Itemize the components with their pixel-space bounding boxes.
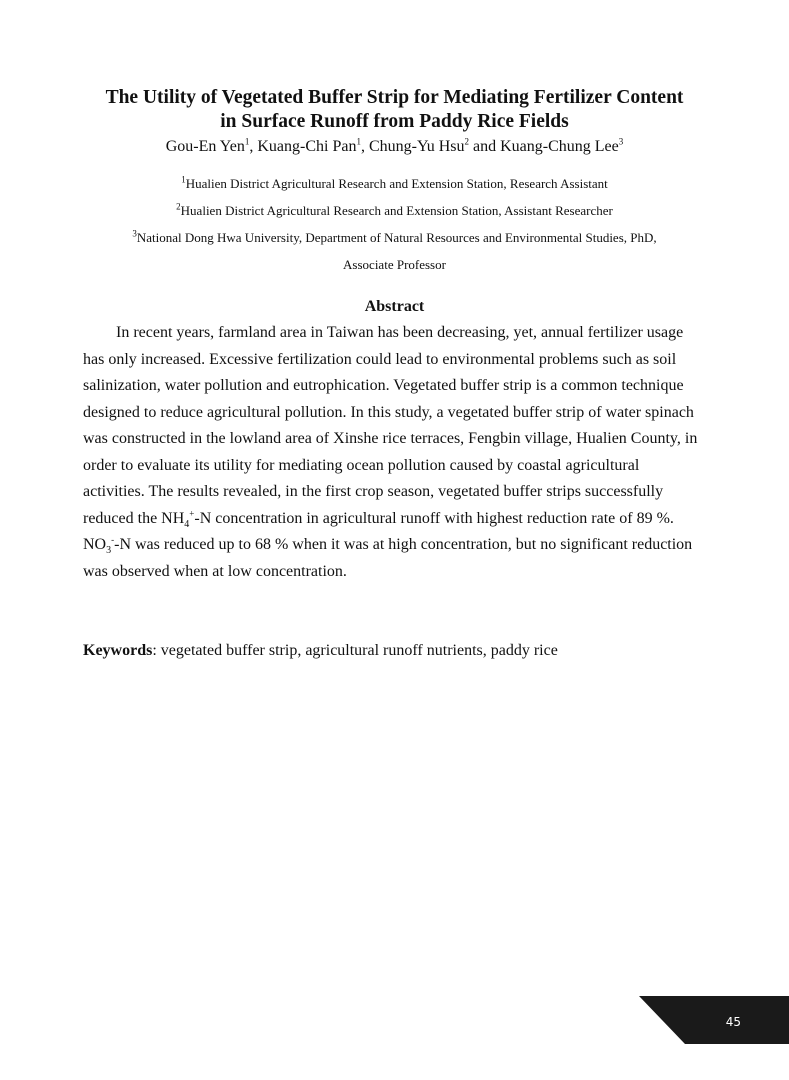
author-conjunction: and xyxy=(469,138,501,155)
affiliation-1 xyxy=(60,170,729,197)
affiliation-text: Hualien District Agricultural Research and Extension Station, Research Assistant xyxy=(185,176,608,191)
author-separator: , xyxy=(360,138,369,155)
affil-mark: 2 xyxy=(176,201,181,212)
page-tab-shape xyxy=(639,996,789,1044)
no3-superscript: - xyxy=(111,534,115,545)
page-number-tab xyxy=(639,996,789,1044)
affiliation-text: Hualien District Agricultural Research and Extension Station, Assistant Researcher xyxy=(180,203,613,218)
abstract-paragraph xyxy=(83,320,703,585)
title-line-2: in Surface Runoff from Paddy Rice Fields xyxy=(220,111,569,132)
author-name: Kuang-Chi Pan xyxy=(257,138,357,155)
affiliation-2 xyxy=(60,197,729,224)
author-affil-mark: 1 xyxy=(244,136,250,147)
author-affil-mark: 1 xyxy=(356,136,361,147)
paper-title xyxy=(60,86,729,134)
abstract-text-2: -N concentration in agricultural runoff with highest reduction rate of 89 %. NO xyxy=(83,509,674,553)
affiliation-text: National Dong Hwa University, Department of Natural Resources and Environmental Studies, PhD, xyxy=(136,230,657,245)
nh4-superscript: + xyxy=(189,508,195,519)
author-affil-mark: 2 xyxy=(464,136,470,147)
abstract-heading: Abstract xyxy=(364,298,425,315)
keywords xyxy=(83,640,703,662)
keywords-text: : vegetated buffer strip, agricultural runoff nutrients, paddy rice xyxy=(152,642,558,659)
affiliation-3 xyxy=(60,224,729,251)
abstract-body xyxy=(83,320,703,585)
no3-subscript: 3 xyxy=(106,545,112,557)
author-separator: , xyxy=(249,138,258,155)
author-list xyxy=(60,136,729,158)
abstract-text-1: In recent years, farmland area in Taiwan has been decreasing, yet, annual fertilizer usage has only increased. Excessive fertilization could lead to environmental problems such as soil salinization, water pollution and eutrophication. Vegetated buffer strip is a common technique designed to reduce agricultural pollution. In this study, a vegetated buffer strip of water spinach was constructed in the lowland area of Xinshe rice terraces, Fengbin village, Hualien County, in order to evaluate its utility for mediating ocean pollution caused by coastal agricultural activities. The results revealed, in the first crop season, vegetated buffer strips successfully reduced the NH xyxy=(83,324,698,527)
abstract-text-3: -N was reduced up to 68 % when it was at high concentration, but no significant reduction was observed when at low concentration. xyxy=(83,536,693,580)
author-name: Kuang-Chung Lee xyxy=(500,138,619,155)
affiliation-3-cont: Associate Professor xyxy=(343,257,446,272)
title-line-1: The Utility of Vegetated Buffer Strip for Mediating Fertilizer Content xyxy=(105,87,684,108)
affiliation-list xyxy=(60,170,729,278)
nh4-subscript: 4 xyxy=(184,518,190,530)
paper-header xyxy=(60,86,729,278)
author-name: Chung-Yu Hsu xyxy=(368,138,465,155)
author-affil-mark: 3 xyxy=(618,136,624,147)
page-number: 45 xyxy=(725,1015,741,1029)
affil-mark: 1 xyxy=(181,174,186,185)
author-name: Gou-En Yen xyxy=(165,138,245,155)
affil-mark: 3 xyxy=(132,228,137,239)
keywords-label: Keywords xyxy=(83,642,153,659)
